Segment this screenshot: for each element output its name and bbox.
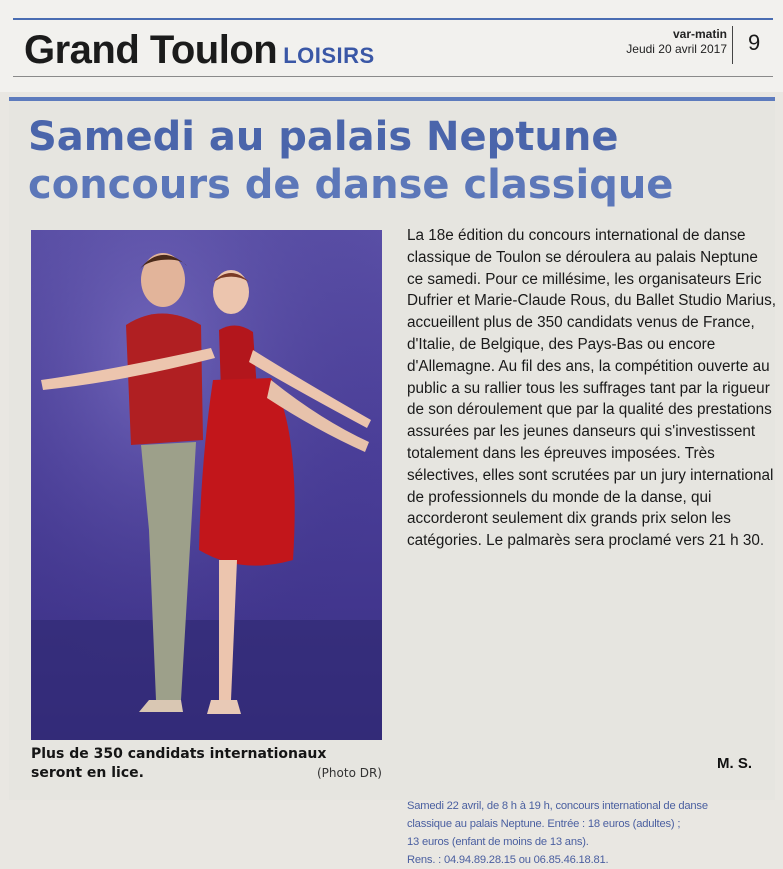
info-line: 13 euros (enfant de moins de 13 ans). <box>407 836 589 848</box>
dancers-photo <box>31 230 382 740</box>
headline-line-2: concours de danse classique <box>28 162 674 208</box>
author-signature: M. S. <box>717 755 753 772</box>
header-separator <box>732 26 733 64</box>
article-top-rule <box>9 97 775 101</box>
header-bottom-rule <box>13 76 773 77</box>
info-line: classique au palais Neptune. Entrée : 18 euros (adultes) ; <box>407 818 681 830</box>
section-title: Grand Toulon <box>24 28 278 72</box>
caption-text: Plus de 350 candidats internationaux seront en lice. <box>31 746 327 781</box>
photo-credit: (Photo DR) <box>317 766 382 780</box>
info-line: Samedi 22 avril, de 8 h à 19 h, concours international de danse <box>407 800 708 812</box>
headline-line-1: Samedi au palais Neptune <box>28 114 619 160</box>
page-number: 9 <box>748 30 761 55</box>
section-subtitle: LOISIRS <box>283 43 375 68</box>
dancers-illustration <box>31 230 382 740</box>
issue-date: Jeudi 20 avril 2017 <box>626 42 727 56</box>
section-heading <box>24 28 375 73</box>
event-info <box>407 797 777 869</box>
info-line: Rens. : 04.94.89.28.15 ou 06.85.46.18.81. <box>407 854 609 866</box>
photo-caption <box>31 745 382 783</box>
article-paragraph: La 18e édition du concours international de danse classique de Toulon se déroulera au palais Neptune ce samedi. Pour ce millésime, les organisateurs Eric Dufrier et Marie-Claude Rous, du Ballet Studio Marius, accueillent plus de 350 candidats venus de France, d'Italie, de Belgique, des Pays-Bas ou encore d'Allemagne. Au fil des ans, la compétition ouverte au public a su rallier tous les suffrages tant par la rigueur de son déroulement que par la qualité des prestations assurées par les jeunes danseurs qui s'investissent totalement dans les épreuves imposées. Très sélectives, elles sont scrutées par un jury international de professionnels du monde de la danse, qui accorderont seulement dix grands prix selon les catégories. Le palmarès sera proclamé vers 21 h 30. <box>407 227 776 550</box>
article <box>9 97 776 866</box>
newspaper-info <box>607 27 727 57</box>
header-top-rule <box>13 18 773 20</box>
newspaper-header <box>0 0 783 92</box>
article-headline <box>28 113 673 209</box>
newspaper-name: var-matin <box>672 27 727 41</box>
article-body <box>407 225 777 552</box>
